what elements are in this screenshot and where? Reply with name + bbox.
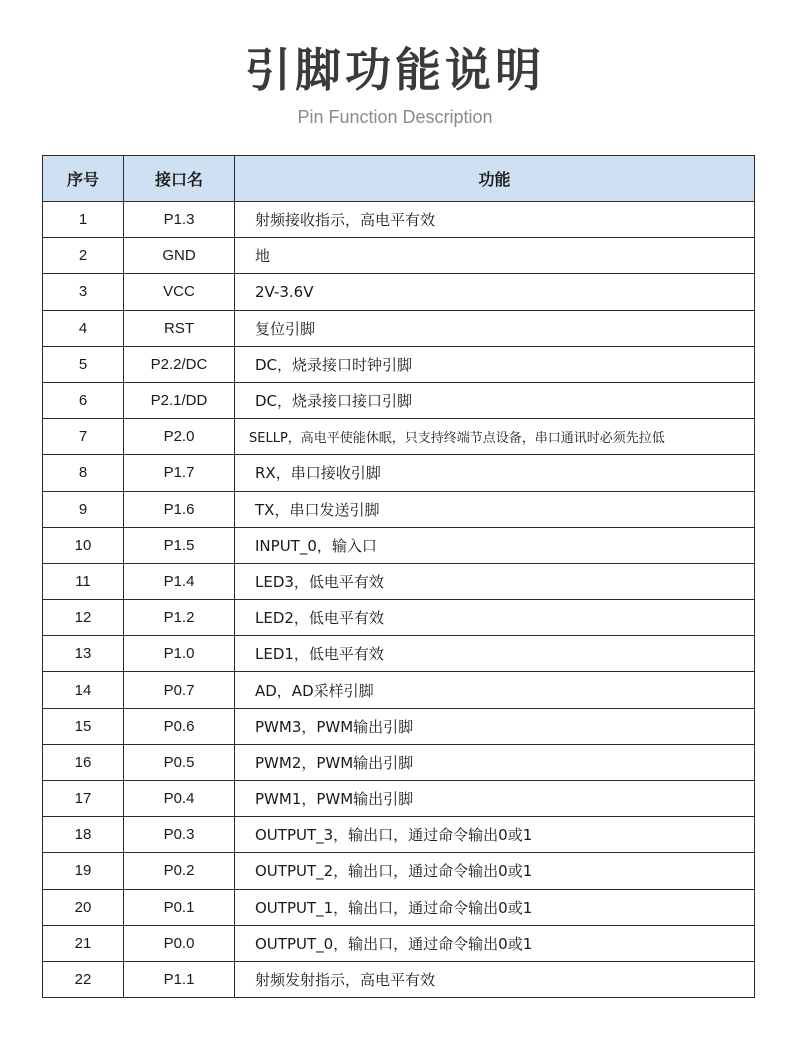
cell-index: 21 xyxy=(43,925,124,961)
cell-index: 14 xyxy=(43,672,124,708)
table-row xyxy=(43,600,755,636)
cell-index: 1 xyxy=(43,202,124,238)
table-header xyxy=(43,156,755,202)
cell-pin-name: P1.7 xyxy=(124,455,235,491)
table-row xyxy=(43,346,755,382)
table-row xyxy=(43,781,755,817)
cell-function: 射频接收指示，高电平有效 xyxy=(235,202,755,238)
cell-pin-name: P2.1/DD xyxy=(124,382,235,418)
cell-function: INPUT_0，输入口 xyxy=(235,527,755,563)
cell-function: PWM2，PWM输出引脚 xyxy=(235,744,755,780)
table-row xyxy=(43,708,755,744)
cell-pin-name: VCC xyxy=(124,274,235,310)
cell-function: OUTPUT_0，输出口，通过命令输出0或1 xyxy=(235,925,755,961)
cell-pin-name: P1.4 xyxy=(124,563,235,599)
cell-function: OUTPUT_3，输出口，通过命令输出0或1 xyxy=(235,817,755,853)
cell-pin-name: P1.0 xyxy=(124,636,235,672)
cell-pin-name: P1.6 xyxy=(124,491,235,527)
cell-index: 10 xyxy=(43,527,124,563)
cell-pin-name: P0.3 xyxy=(124,817,235,853)
cell-function: 2V-3.6V xyxy=(235,274,755,310)
cell-index: 13 xyxy=(43,636,124,672)
cell-index: 3 xyxy=(43,274,124,310)
pin-function-table xyxy=(42,155,755,998)
cell-index: 5 xyxy=(43,346,124,382)
cell-index: 22 xyxy=(43,961,124,997)
cell-index: 18 xyxy=(43,817,124,853)
cell-index: 19 xyxy=(43,853,124,889)
cell-pin-name: P0.6 xyxy=(124,708,235,744)
table-row xyxy=(43,961,755,997)
cell-pin-name: P1.2 xyxy=(124,600,235,636)
cell-index: 6 xyxy=(43,382,124,418)
header-row xyxy=(43,156,755,202)
table-row xyxy=(43,636,755,672)
cell-function: PWM3，PWM输出引脚 xyxy=(235,708,755,744)
table-row xyxy=(43,744,755,780)
cell-function: DC，烧录接口时钟引脚 xyxy=(235,346,755,382)
column-header-function: 功能 xyxy=(235,156,755,202)
table-body xyxy=(43,202,755,998)
cell-pin-name: GND xyxy=(124,238,235,274)
table-row xyxy=(43,491,755,527)
cell-index: 4 xyxy=(43,310,124,346)
cell-pin-name: P0.7 xyxy=(124,672,235,708)
cell-function: TX，串口发送引脚 xyxy=(235,491,755,527)
cell-pin-name: RST xyxy=(124,310,235,346)
column-header-pin: 接口名 xyxy=(124,156,235,202)
cell-index: 7 xyxy=(43,419,124,455)
cell-pin-name: P0.2 xyxy=(124,853,235,889)
cell-pin-name: P1.5 xyxy=(124,527,235,563)
table-row xyxy=(43,672,755,708)
cell-function: OUTPUT_2，输出口，通过命令输出0或1 xyxy=(235,853,755,889)
page-title: 引脚功能说明 xyxy=(245,43,545,97)
cell-function: LED2，低电平有效 xyxy=(235,600,755,636)
table-row xyxy=(43,274,755,310)
cell-pin-name: P1.1 xyxy=(124,961,235,997)
table-row xyxy=(43,925,755,961)
cell-function: LED3，低电平有效 xyxy=(235,563,755,599)
cell-function: OUTPUT_1，输出口，通过命令输出0或1 xyxy=(235,889,755,925)
table-row xyxy=(43,853,755,889)
table-row xyxy=(43,889,755,925)
page-subtitle: Pin Function Description xyxy=(297,107,493,127)
cell-function: DC，烧录接口接口引脚 xyxy=(235,382,755,418)
table-row xyxy=(43,202,755,238)
cell-function: PWM1，PWM输出引脚 xyxy=(235,781,755,817)
cell-index: 9 xyxy=(43,491,124,527)
cell-index: 12 xyxy=(43,600,124,636)
cell-pin-name: P2.2/DC xyxy=(124,346,235,382)
cell-function: RX，串口接收引脚 xyxy=(235,455,755,491)
cell-index: 20 xyxy=(43,889,124,925)
table-row xyxy=(43,310,755,346)
cell-index: 11 xyxy=(43,563,124,599)
cell-pin-name: P1.3 xyxy=(124,202,235,238)
cell-pin-name: P2.0 xyxy=(124,419,235,455)
table-row xyxy=(43,527,755,563)
table-row xyxy=(43,817,755,853)
table-row xyxy=(43,382,755,418)
table-row xyxy=(43,238,755,274)
cell-function: LED1，低电平有效 xyxy=(235,636,755,672)
table-row xyxy=(43,419,755,455)
cell-function: SELLP，高电平使能休眠，只支持终端节点设备，串口通讯时必须先拉低 xyxy=(235,419,755,455)
cell-pin-name: P0.1 xyxy=(124,889,235,925)
cell-index: 16 xyxy=(43,744,124,780)
cell-function: 复位引脚 xyxy=(235,310,755,346)
cell-function: AD，AD采样引脚 xyxy=(235,672,755,708)
table-row xyxy=(43,455,755,491)
cell-pin-name: P0.5 xyxy=(124,744,235,780)
cell-function: 射频发射指示，高电平有效 xyxy=(235,961,755,997)
cell-index: 17 xyxy=(43,781,124,817)
cell-pin-name: P0.4 xyxy=(124,781,235,817)
table-row xyxy=(43,563,755,599)
cell-pin-name: P0.0 xyxy=(124,925,235,961)
cell-function: 地 xyxy=(235,238,755,274)
cell-index: 8 xyxy=(43,455,124,491)
cell-index: 2 xyxy=(43,238,124,274)
column-header-index: 序号 xyxy=(43,156,124,202)
cell-index: 15 xyxy=(43,708,124,744)
